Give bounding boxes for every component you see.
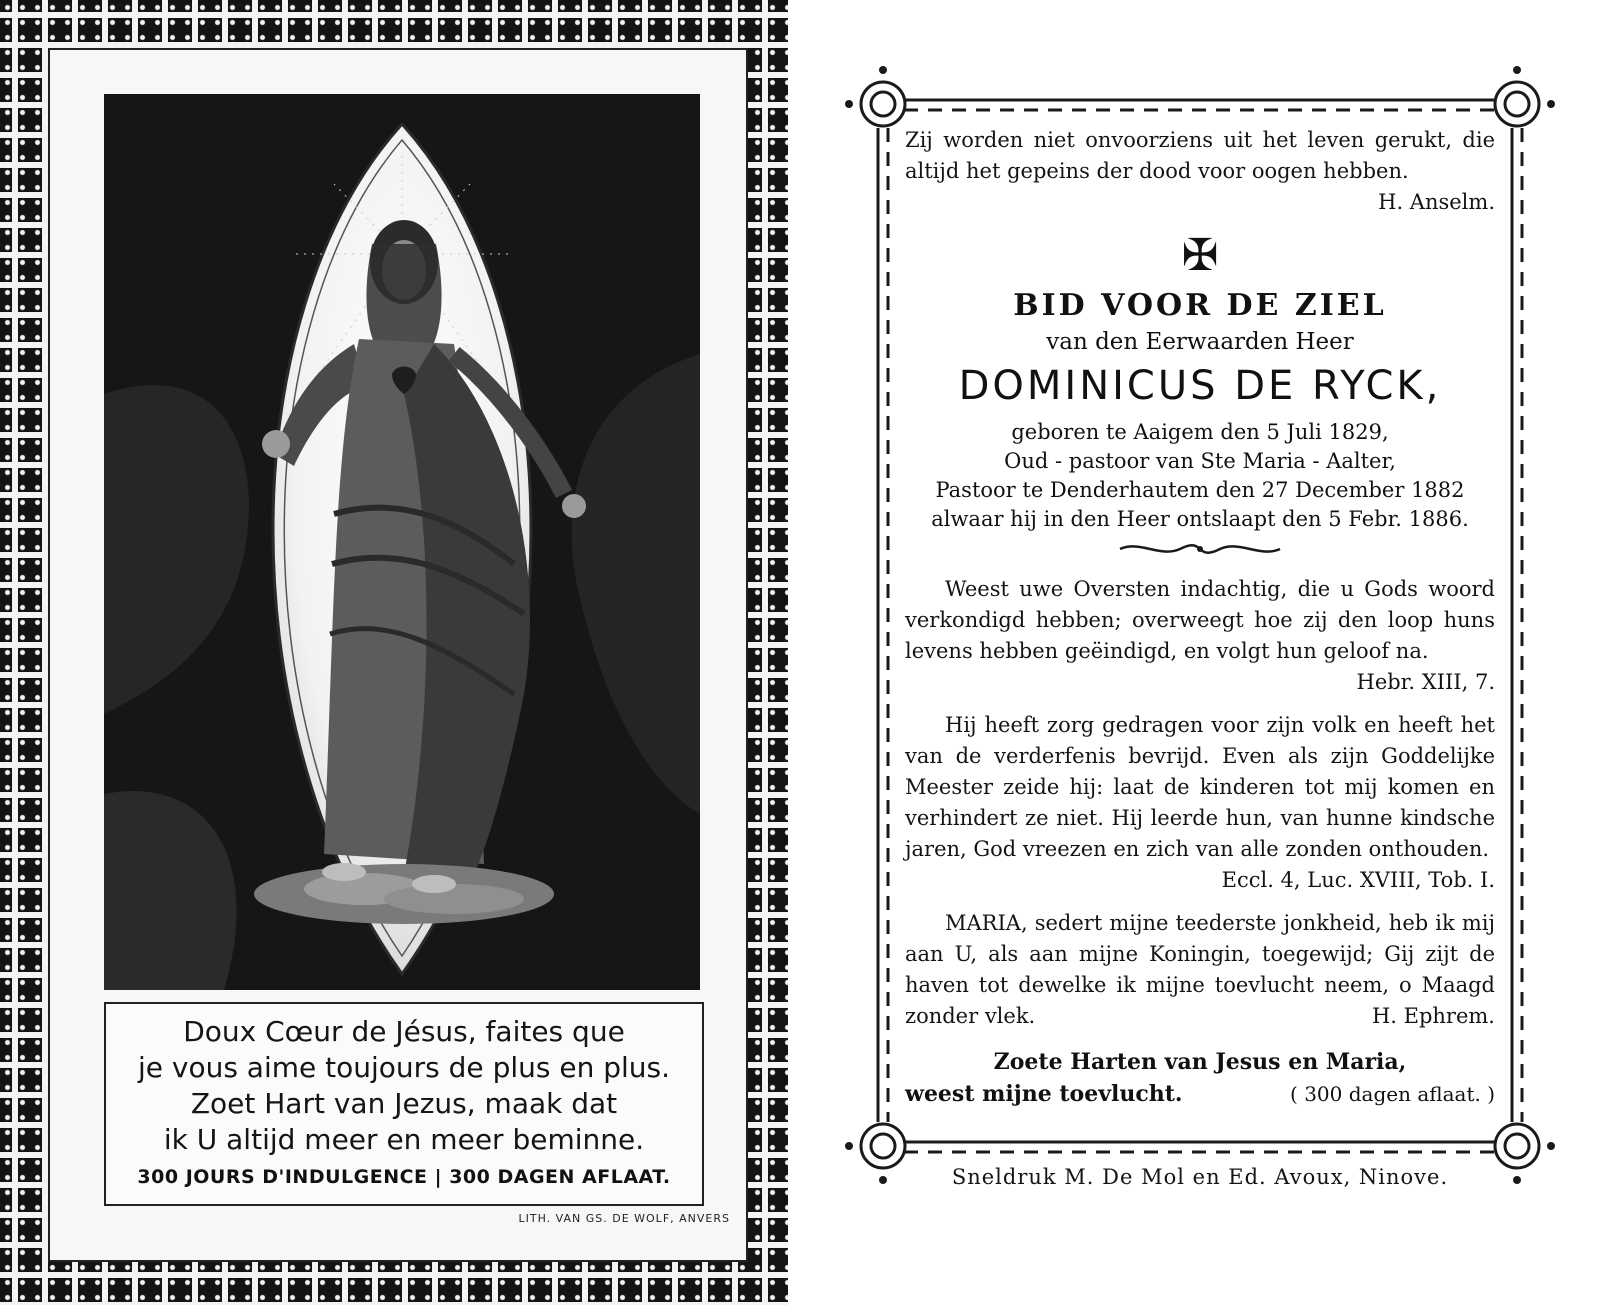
closing-invocation-2: weest mijne toevlucht. [905, 1081, 1183, 1107]
pray-for-soul-heading: BID VOOR DE ZIEL [1013, 288, 1387, 323]
opening-quote-text: Zij worden niet onvoorziens uit het leven gerukt, die altijd het gepeins der dood voor oogen hebben. [905, 128, 1495, 183]
closing-invocation-row [905, 1078, 1495, 1111]
prayer-caption [104, 1002, 704, 1206]
lithographer-credit: LITH. VAN GS. DE WOLF, ANVERS [518, 1212, 730, 1225]
scripture-paragraph-2 [905, 710, 1495, 896]
honorific-title: van den Eerwaarden Heer [1046, 329, 1354, 355]
opening-quote [905, 125, 1495, 218]
indulgence-note: ( 300 dagen aflaat. ) [1290, 1082, 1495, 1106]
prayer-source-3: H. Ephrem. [1371, 1004, 1495, 1028]
opening-quote-source: H. Anselm. [1378, 190, 1495, 214]
memorial-text-block [905, 125, 1495, 1111]
memorial-card-text [800, 0, 1600, 1305]
french-prayer-line-1: Doux Cœur de Jésus, faites que [183, 1015, 625, 1048]
cross-icon: ✠ [1181, 230, 1219, 281]
scripture-source-2: Eccl. 4, Luc. XVIII, Tob. I. [1221, 868, 1495, 892]
scripture-paragraph-1 [905, 574, 1495, 698]
prayer-text-3: MARIA, sedert mijne teederste jonkheid, heb ik mij aan U, als aan mijne Koningin, toegewijd; Gij zijt de haven tot dewelke ik mijne toevlucht neem, o Maagd zonder vlek. [905, 911, 1495, 1028]
card-inner-frame [48, 48, 748, 1262]
scripture-text-2: Hij heeft zorg gedragen voor zijn volk en heeft het van de verderfenis bevrijd. Even als zijn Goddelijke Meester zeide hij: laat de kinderen tot mij komen en verhindert ze niet. Hij leerde hun, van hunne kindsche jaren, God vreezen en zich van alle zonden onthouden. [905, 713, 1495, 861]
bio-line-pastor: Pastoor te Denderhautem den 27 December 1882 [935, 478, 1465, 502]
scripture-source-1: Hebr. XIII, 7. [1356, 670, 1495, 694]
closing-invocation-1: Zoete Harten van Jesus en Maria, [993, 1049, 1407, 1075]
bio-line-former-pastor: Oud - pastoor van Ste Maria - Aalter, [1004, 449, 1396, 473]
printer-credit: Sneldruk M. De Mol en Ed. Avoux, Ninove. [951, 1165, 1449, 1189]
dutch-prayer-line-1: Zoet Hart van Jezus, maak dat [190, 1087, 618, 1120]
flourish-divider [905, 540, 1495, 562]
flourish-icon [1110, 540, 1290, 558]
scripture-text-1: Weest uwe Oversten indachtig, die u Gods woord verkondigd hebben; overweegt hoe zij den loop huns levens hebben geëindigd, en volgt hun geloof na. [905, 577, 1495, 663]
bio-line-death: alwaar hij in den Heer ontslaapt den 5 Febr. 1886. [931, 507, 1469, 531]
sacred-heart-jesus-icon [104, 94, 700, 990]
indulgence-text: 300 JOURS D'INDULGENCE | 300 DAGEN AFLAAT. [137, 1166, 671, 1188]
jesus-image-panel [104, 94, 700, 990]
holy-card-front [0, 0, 788, 1305]
prayer-paragraph-3 [905, 908, 1495, 1032]
french-prayer-line-2: je vous aime toujours de plus en plus. [137, 1051, 671, 1084]
bio-line-birth: geboren te Aaigem den 5 Juli 1829, [1011, 420, 1389, 444]
deceased-name: DOMINICUS DE RYCK, [958, 363, 1442, 409]
dutch-prayer-line-2: ik U altijd meer en meer beminne. [163, 1123, 645, 1156]
